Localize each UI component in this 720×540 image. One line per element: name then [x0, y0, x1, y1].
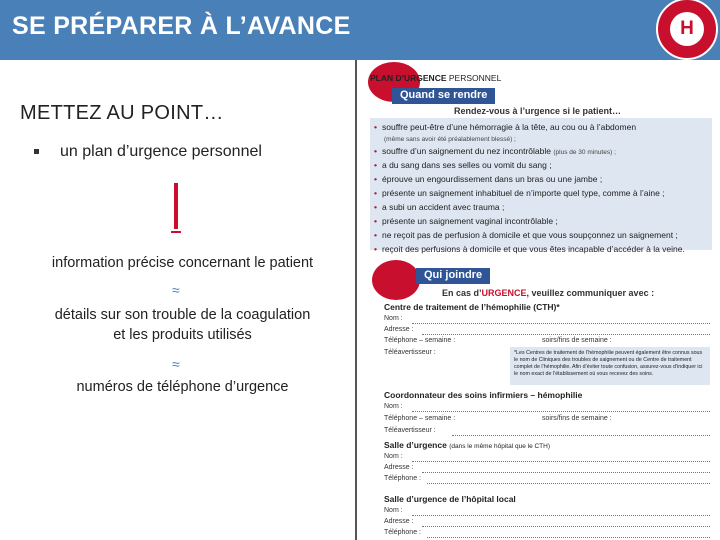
divider	[355, 60, 357, 540]
cth-note: *Les Centres de traitement de l’hémophilie peuvent également être connus sous le nom de Cliniques des troubles de saignement ou de Centre de traitement complet de l’hémophilie. Afin d’éviter toute confusion, assurez-vous d’indiquer ici le nom exact de l’établissement où vous recevez des soins.	[510, 347, 710, 385]
urgency-item: • ne reçoit pas de perfusion à domicile et que vous soupçonnez un saignement ;	[374, 230, 678, 240]
field-label-adresse: Adresse :	[384, 464, 414, 471]
field-line	[412, 461, 710, 462]
slide-title: SE PRÉPARER À L’AVANCE	[12, 12, 351, 40]
item-coagulation-products: et les produits utilisés	[113, 327, 252, 343]
hospital-seal-logo	[656, 0, 718, 60]
section-coordinator: Coordonnateur des soins infirmiers – hémophilie	[384, 390, 583, 400]
form-title-bold: PLAN D’URGENCE	[370, 73, 447, 83]
urgency-item: • éprouve un engourdissement dans un bras ou une jambe ;	[374, 174, 603, 184]
field-label-nom: Nom :	[384, 507, 403, 514]
red-circle-decoration	[372, 260, 420, 300]
slide-content-left	[0, 60, 355, 540]
hospital-logo-letter: H	[670, 12, 704, 46]
field-label-nom: Nom :	[384, 453, 403, 460]
lead-when: Rendez-vous à l’urgence si le patient…	[454, 106, 622, 116]
down-arrow-icon	[174, 183, 178, 229]
field-label-nom: Nom :	[384, 403, 403, 410]
section-cth: Centre de traitement de l’hémophilie (CTH)*	[384, 302, 560, 312]
field-line	[412, 323, 710, 324]
field-line	[422, 334, 710, 335]
urgency-item: • a subi un accident avec trauma ;	[374, 202, 505, 212]
field-label-soirs: soirs/fins de semaine :	[542, 337, 612, 344]
field-line	[422, 472, 710, 473]
field-line	[452, 435, 710, 436]
separator-icon: ≈	[172, 356, 180, 372]
field-label-telephone: Téléphone :	[384, 475, 421, 482]
field-line	[412, 411, 710, 412]
form-title-rest: PERSONNEL	[448, 73, 502, 83]
bullet-text: un plan d’urgence personnel	[60, 143, 262, 160]
field-label-soirs: soirs/fins de semaine :	[542, 415, 612, 422]
urgency-item: • reçoit des perfusions à domicile et que vous êtes incapable d’accéder à la veine.	[374, 244, 685, 254]
emergency-plan-form-image	[362, 60, 720, 540]
urgency-item: • a du sang dans ses selles ou vomit du sang ;	[374, 160, 552, 170]
urgency-item: • souffre peut-être d’une hémorragie à la tête, au cou ou à l’abdomen	[374, 122, 637, 132]
separator-icon: ≈	[172, 282, 180, 298]
lead-who: En cas d’URGENCE, veuillez communiquer avec :	[442, 288, 655, 298]
form-title	[370, 73, 501, 83]
field-label-tel-semaine: Téléphone – semaine :	[384, 337, 456, 344]
urgency-item: • souffre d’un saignement du nez incontrôlable (plus de 30 minutes) ;	[374, 146, 616, 156]
field-line	[427, 537, 710, 538]
field-label-teleavertisseur: Téléavertisseur :	[384, 349, 436, 356]
field-label-adresse: Adresse :	[384, 518, 414, 525]
urgency-item: • présente un saignement inhabituel de n’importe quel type, comme à l’aine ;	[374, 188, 665, 198]
field-label-telephone: Téléphone :	[384, 529, 421, 536]
section-heading: METTEZ AU POINT…	[20, 102, 224, 124]
urgency-item: • présente un saignement vaginal incontrôlable ;	[374, 216, 558, 226]
section-emergency-room: Salle d’urgence (dans le même hôpital que le CTH)	[384, 440, 551, 450]
banner-when: Quand se rendre	[392, 88, 495, 104]
item-coagulation-details: détails sur son trouble de la coagulation	[54, 307, 311, 323]
item-patient-info: information précise concernant le patient	[51, 255, 314, 271]
title-bar	[0, 0, 720, 60]
field-line	[412, 515, 710, 516]
field-line	[427, 483, 710, 484]
bullet-square-icon	[34, 149, 39, 154]
field-line	[422, 526, 710, 527]
field-label-adresse: Adresse :	[384, 326, 414, 333]
banner-who: Qui joindre	[416, 268, 490, 284]
field-label-teleavertisseur: Téléavertisseur :	[384, 427, 436, 434]
field-label-nom: Nom :	[384, 315, 403, 322]
field-label-tel-semaine: Téléphone – semaine :	[384, 415, 456, 422]
item-emergency-phones: numéros de téléphone d’urgence	[76, 379, 289, 395]
section-local-emergency: Salle d’urgence de l’hôpital local	[384, 494, 516, 504]
urgency-item-sub: (même sans avoir été préalablement blessé) ;	[384, 136, 516, 143]
